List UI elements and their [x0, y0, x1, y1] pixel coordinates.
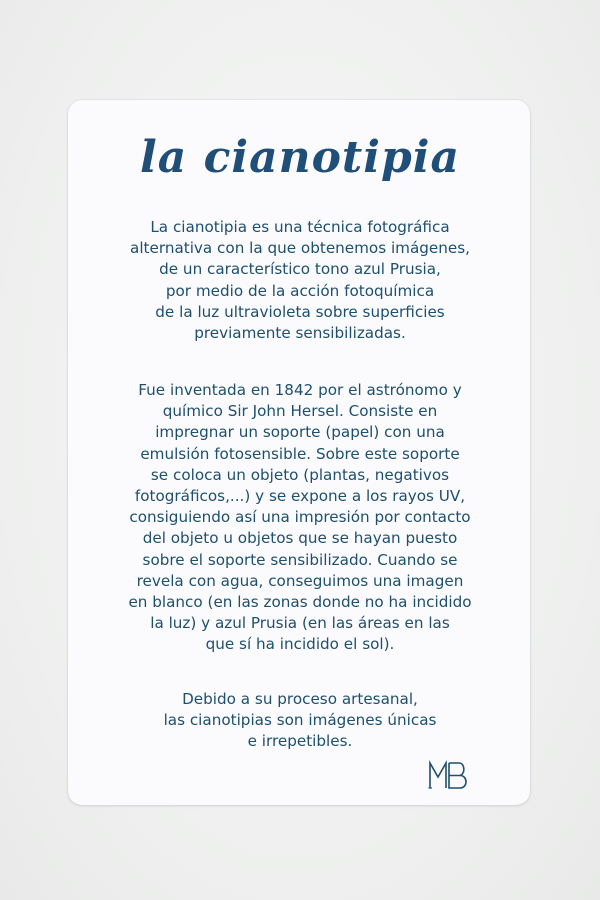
text-line: del objeto u objetos que se hayan puesto [142, 529, 458, 548]
text-line: sobre el soporte sensibilizado. Cuando se [142, 550, 458, 569]
text-line: La cianotipia es una técnica fotográfica [150, 218, 450, 236]
text-line: fotográficos,...) y se expone a los rayos UV, [134, 487, 466, 506]
text-line: impregnar un soporte (papel) con una [155, 423, 445, 442]
text-line: de un característico tono azul Prusia, [159, 260, 441, 279]
text-line: Fue inventada en 1842 por el astrónomo y [138, 381, 462, 399]
text-line: en blanco (en las zonas donde no ha incidido [128, 593, 472, 612]
text-line: de la luz ultravioleta sobre superficies [155, 302, 445, 321]
text-line: las cianotipias son imágenes únicas [163, 711, 437, 730]
text-line: Debido a su proceso artesanal, [182, 690, 418, 708]
text-line: la luz) y azul Prusia (en las áreas en las [150, 614, 450, 633]
paragraph-intro [95, 217, 505, 344]
card-title: la cianotipia [140, 132, 460, 183]
text-line: que sí ha incidido el sol). [205, 635, 395, 654]
text-line: revela con agua, conseguimos una imagen [136, 571, 464, 590]
text-line: se coloca un objeto (plantas, negativos [150, 465, 450, 484]
text-line: consiguiendo así una impresión por contacto [129, 508, 471, 527]
text-line: químico Sir John Hersel. Consiste en [162, 402, 438, 421]
text-line: previamente sensibilizadas. [194, 324, 406, 343]
text-line: emulsión fotosensible. Sobre este soporte [140, 444, 460, 463]
mb-monogram-logo [428, 760, 470, 790]
paragraph-closing [95, 689, 505, 753]
text-line: por medio de la acción fotoquímica [165, 281, 435, 300]
text-line: e irrepetibles. [247, 732, 353, 751]
paragraph-history [95, 380, 505, 656]
text-line: alternativa con la que obtenemos imágenes, [130, 239, 470, 258]
